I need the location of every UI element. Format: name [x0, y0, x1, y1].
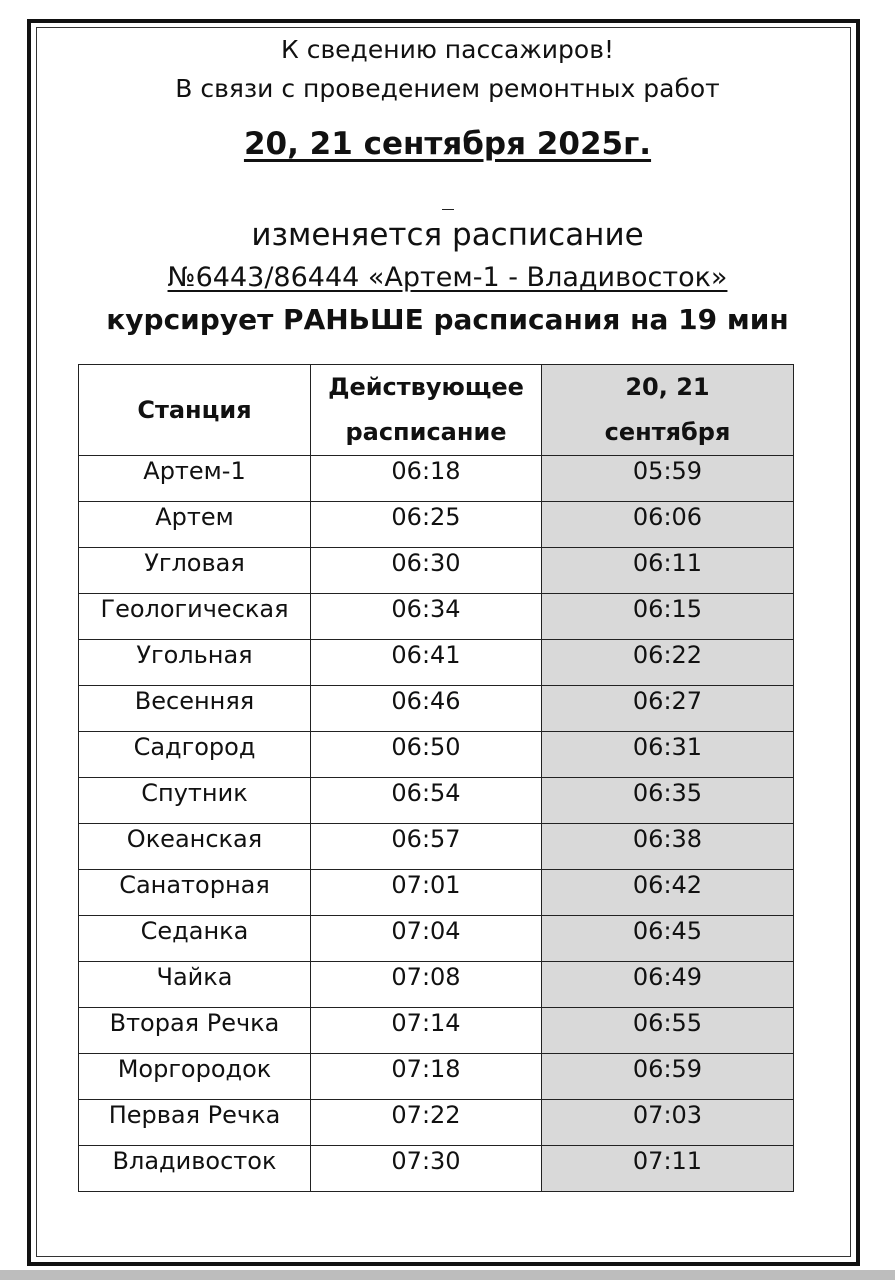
table-row — [79, 1054, 794, 1100]
table-row — [79, 594, 794, 640]
dash-mark — [0, 198, 895, 214]
notice-change: изменяется расписание — [251, 217, 644, 253]
cell-current: 06:30 — [311, 548, 542, 594]
table-row — [79, 962, 794, 1008]
cell-current: 07:18 — [311, 1054, 542, 1100]
cell-current: 06:34 — [311, 594, 542, 640]
cell-current: 06:41 — [311, 640, 542, 686]
cell-current: 06:46 — [311, 686, 542, 732]
cell-current: 06:54 — [311, 778, 542, 824]
cell-station: Весенняя — [79, 686, 311, 732]
cell-station: Седанка — [79, 916, 311, 962]
cell-current: 06:25 — [311, 502, 542, 548]
table-row — [79, 778, 794, 824]
table-row — [79, 916, 794, 962]
table-row — [79, 824, 794, 870]
header-current: Действующее расписание — [311, 365, 542, 456]
table-row — [79, 1100, 794, 1146]
cell-new: 06:59 — [542, 1054, 794, 1100]
cell-station: Вторая Речка — [79, 1008, 311, 1054]
header-new: 20, 21 сентября — [542, 365, 794, 456]
cell-station: Санаторная — [79, 870, 311, 916]
cell-current: 07:01 — [311, 870, 542, 916]
cell-new: 06:45 — [542, 916, 794, 962]
cell-station: Моргородок — [79, 1054, 311, 1100]
cell-station: Спутник — [79, 778, 311, 824]
notice-shift: курсирует РАНЬШЕ расписания на 19 мин — [106, 303, 789, 336]
cell-new: 06:15 — [542, 594, 794, 640]
cell-new: 06:22 — [542, 640, 794, 686]
header-station: Станция — [79, 365, 311, 456]
cell-current: 06:50 — [311, 732, 542, 778]
cell-new: 06:55 — [542, 1008, 794, 1054]
cell-current: 07:30 — [311, 1146, 542, 1192]
notice-dates: 20, 21 сентября 2025г. — [243, 126, 652, 162]
cell-station: Владивосток — [79, 1146, 311, 1192]
cell-station: Угольная — [79, 640, 311, 686]
cell-current: 06:57 — [311, 824, 542, 870]
cell-station: Океанская — [79, 824, 311, 870]
table-row — [79, 870, 794, 916]
cell-current: 07:04 — [311, 916, 542, 962]
schedule-table — [78, 364, 794, 1192]
cell-current: 07:08 — [311, 962, 542, 1008]
cell-station: Угловая — [79, 548, 311, 594]
table-header-row — [79, 365, 794, 456]
notice-heading: К сведению пассажиров! — [281, 35, 614, 64]
table-row — [79, 1008, 794, 1054]
table-row — [79, 1146, 794, 1192]
cell-new: 07:03 — [542, 1100, 794, 1146]
page-edge — [0, 1270, 895, 1280]
table-row — [79, 640, 794, 686]
cell-station: Чайка — [79, 962, 311, 1008]
table-row — [79, 456, 794, 502]
cell-new: 07:11 — [542, 1146, 794, 1192]
cell-new: 06:38 — [542, 824, 794, 870]
cell-new: 06:35 — [542, 778, 794, 824]
table-row — [79, 732, 794, 778]
cell-current: 06:18 — [311, 456, 542, 502]
cell-station: Садгород — [79, 732, 311, 778]
cell-new: 06:31 — [542, 732, 794, 778]
cell-station: Геологическая — [79, 594, 311, 640]
cell-new: 06:49 — [542, 962, 794, 1008]
cell-new: 06:06 — [542, 502, 794, 548]
table-row — [79, 502, 794, 548]
cell-station: Артем-1 — [79, 456, 311, 502]
cell-new: 05:59 — [542, 456, 794, 502]
cell-new: 06:27 — [542, 686, 794, 732]
table-row — [79, 686, 794, 732]
cell-current: 07:22 — [311, 1100, 542, 1146]
cell-new: 06:11 — [542, 548, 794, 594]
notice-reason: В связи с проведением ремонтных работ — [175, 74, 720, 103]
cell-station: Артем — [79, 502, 311, 548]
cell-new: 06:42 — [542, 870, 794, 916]
notice-train: №6443/86444 «Артем-1 - Владивосток» — [167, 262, 728, 293]
table-row — [79, 548, 794, 594]
cell-station: Первая Речка — [79, 1100, 311, 1146]
cell-current: 07:14 — [311, 1008, 542, 1054]
